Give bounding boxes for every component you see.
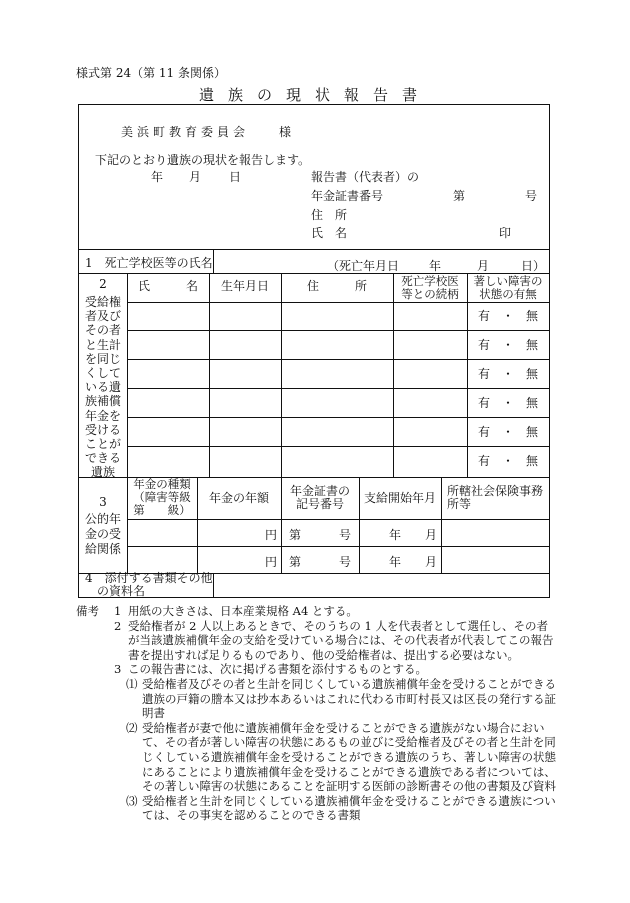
side-label-line: 公的年 — [84, 512, 121, 526]
yen-label: 円 — [265, 528, 278, 542]
col-cert-line2: 記号番号 — [295, 497, 344, 511]
note-subitem-number: ⑴ — [126, 676, 138, 691]
start-year: 年 — [389, 555, 402, 569]
pension-go: 号 — [525, 189, 538, 203]
note-subitem-text: 受給権者が妻で他に遺族補償年金を受けることができる遺族がない場合において、その者が著しい障害の状態にあるもの並びに受給権者及びその者と生計を同じくしている遺族補償年金を受けることができる遺族のうち、著しい障害の状態にあることにより遺族補償年金を受けることができる遺族である者については、その著しい障害の状態にあることを証明する医師の診断書その他の書類及び資料 — [142, 720, 556, 794]
addressee: 美浜町教育委員会 — [121, 125, 250, 139]
section4-line1: 4 添付する書類その他 — [85, 571, 213, 585]
form-number: 様式第 24（第 11 条関係） — [76, 66, 226, 80]
name-label: 氏 名 — [311, 226, 348, 240]
note-subitem-text: 受給権者と生計を同じくしている遺族補償年金を受けることができる遺族については、その事実を認めることのできる書類 — [142, 793, 556, 823]
death-year: 年 — [429, 259, 442, 273]
side-label-line: 受給権 — [84, 295, 121, 309]
date-year-label: 年 — [151, 170, 164, 184]
note-subitem-text: 受給権者及びその者と生計を同じくしている遺族補償年金を受けることができる遺族の戸籍の謄本又は抄本あるいはこれに代わる市町村長又は区長の発行する証明書 — [142, 676, 556, 721]
note-item-number: 2 — [114, 618, 122, 633]
col-birth-header: 生年月日 — [220, 279, 269, 293]
notes-section — [76, 604, 556, 823]
address-label: 住 所 — [311, 208, 348, 222]
pension-cert-label: 年金証書番号 — [311, 189, 384, 203]
section3-number: 3 — [99, 495, 107, 509]
section3-side-label — [79, 512, 127, 557]
col-cert-header — [281, 485, 359, 511]
death-day: 日） — [521, 259, 546, 273]
notes-list — [76, 604, 556, 823]
pension-dai: 第 — [453, 189, 466, 203]
disability-choice[interactable]: 有 ・ 無 — [477, 309, 538, 323]
side-label-line: 給関係 — [84, 542, 121, 556]
col-cert-line1: 年金証書の — [289, 484, 350, 498]
disability-choice[interactable]: 有 ・ 無 — [477, 338, 538, 352]
note-item-number: 3 — [114, 662, 122, 677]
note-item-text: 受給権者が 2 人以上あるときで、そのうちの 1 人を代表者として選任し、その者が当該遺族補償年金の支給を受けている場合には、その代表者が代表してこの報告書を提出すれば足りるものであり、他の受給権者は、提出する必要はない。 — [128, 618, 554, 662]
note-item-text: この報告書には、次に掲げる書類を添付するものとする。 — [128, 662, 427, 677]
col-amount-header: 年金の年額 — [208, 491, 269, 505]
note-subitem-number: ⑶ — [126, 793, 138, 808]
disability-choice[interactable]: 有 ・ 無 — [477, 396, 538, 410]
date-month-label: 月 — [189, 170, 202, 184]
note-item — [76, 604, 556, 619]
note-subitem — [76, 677, 556, 721]
start-month: 月 — [425, 555, 438, 569]
section4-label — [85, 572, 213, 598]
section1-label: 1 死亡学校医等の氏名 — [85, 256, 213, 270]
col-relation-line1: 死亡学校医 — [401, 274, 459, 288]
note-item-text: 用紙の大きさは、日本産業規格 A4 とする。 — [128, 604, 358, 618]
section4-line2: の資料名 — [97, 584, 146, 598]
notes-label: 備考 — [76, 604, 99, 618]
side-label-line: 受ける — [84, 422, 121, 437]
col-type-line1: 年金の種類 — [133, 477, 191, 491]
side-label-line: ことが — [84, 437, 121, 452]
side-label-line: 遺族 — [90, 465, 115, 480]
side-label-line: と生計 — [84, 337, 121, 352]
death-month: 月 — [477, 259, 490, 273]
col-office-header — [447, 485, 543, 511]
col-office-line2: 所等 — [447, 497, 472, 511]
disability-choice[interactable]: 有 ・ 無 — [477, 425, 538, 439]
col-start-header: 支給開始年月 — [363, 491, 436, 505]
col-relation-line2: 等との続柄 — [401, 287, 459, 301]
seal-mark: 印 — [499, 226, 512, 240]
side-label-line: その者 — [84, 323, 121, 338]
col-relation-header — [393, 275, 467, 301]
side-label-line: 年金を — [84, 408, 121, 423]
note-item — [76, 619, 556, 663]
side-label-line: 者及び — [84, 309, 121, 324]
page-title: 遺族の現状報告書 — [198, 86, 431, 104]
side-label-line: を同じ — [84, 351, 121, 366]
disability-choice[interactable]: 有 ・ 無 — [477, 367, 538, 381]
cert-dai: 第 — [289, 555, 302, 569]
col-pension-type-header — [127, 478, 197, 517]
report-form-frame — [78, 104, 550, 598]
section2-side-label — [79, 295, 127, 480]
section2-number: 2 — [99, 277, 107, 291]
start-month: 月 — [425, 528, 438, 542]
intro-text: 下記のとおり遺族の現状を報告します。 — [95, 153, 311, 167]
cert-go: 号 — [339, 555, 352, 569]
reporter-label: 報告書（代表者）の — [311, 170, 420, 184]
side-label-line: できる — [84, 451, 121, 466]
start-year: 年 — [389, 528, 402, 542]
side-label-line: 金の受 — [84, 527, 121, 541]
side-label-line: いる遺 — [84, 380, 121, 395]
note-item-number: 1 — [114, 604, 122, 618]
disability-choice[interactable]: 有 ・ 無 — [477, 454, 538, 468]
col-disability-line2: 状態の有無 — [479, 287, 537, 301]
note-subitem-number: ⑵ — [126, 720, 138, 735]
honorific: 様 — [279, 125, 292, 139]
note-subitem — [76, 794, 556, 823]
yen-label: 円 — [265, 555, 278, 569]
col-address-header: 住 所 — [306, 279, 367, 293]
col-type-line2: （障害等級 — [133, 490, 191, 504]
col-disability-line1: 著しい障害の — [473, 274, 543, 288]
note-item — [76, 662, 556, 677]
cert-dai: 第 — [289, 528, 302, 542]
col-type-line3: 第 級） — [133, 503, 191, 517]
note-subitem — [76, 721, 556, 794]
col-name-header: 氏 名 — [137, 279, 198, 293]
side-label-line: 族補償 — [84, 394, 121, 409]
side-label-line: くして — [84, 366, 121, 381]
cert-go: 号 — [339, 528, 352, 542]
col-office-line1: 所轄社会保険事務 — [447, 484, 544, 498]
col-disability-header — [467, 275, 549, 301]
date-day-label: 日 — [229, 170, 242, 184]
death-date-prefix: （死亡年月日 — [327, 259, 400, 273]
